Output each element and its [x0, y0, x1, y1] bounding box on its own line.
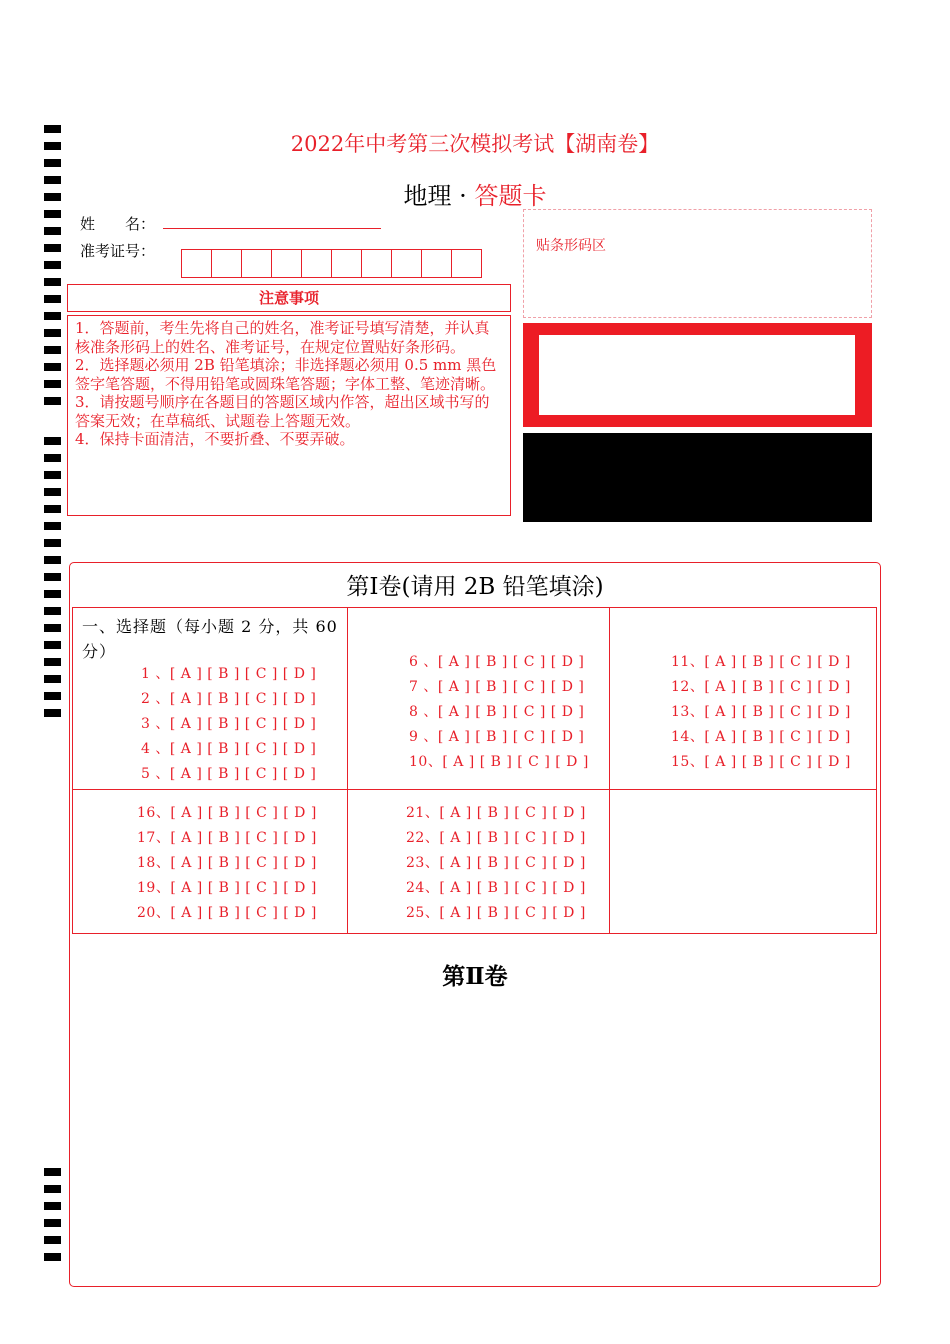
timing-mark [44, 709, 61, 717]
notice-body [67, 315, 511, 516]
subject-name: 地理 [403, 182, 452, 210]
timing-mark [44, 437, 61, 445]
choice-row[interactable]: 25、[ A ] [ B ] [ C ] [ D ] [406, 905, 586, 921]
choice-row[interactable]: 7 、[ A ] [ B ] [ C ] [ D ] [409, 679, 585, 695]
timing-mark [44, 1219, 61, 1227]
notice-item: 4．保持卡面清洁，不要折叠、不要弄破。 [75, 430, 355, 448]
timing-mark [44, 1185, 61, 1193]
choice-row[interactable]: 21、[ A ] [ B ] [ C ] [ D ] [406, 805, 586, 821]
timing-mark [44, 607, 61, 615]
timing-mark [44, 329, 61, 337]
exam-id-label: 准考证号： [80, 242, 156, 260]
timing-marks-bottom [44, 1168, 61, 1270]
timing-mark [44, 556, 61, 564]
timing-mark [44, 675, 61, 683]
notice-item: 1．答题前，考生先将自己的姓名，准考证号填写清楚，并认真核准条形码上的姓名、准考证号，在规定位置贴好条形码。 [75, 319, 490, 356]
reserved-black-block [523, 433, 872, 522]
exam-title: 2022年中考第三次模拟考试【湖南卷】 [290, 132, 660, 156]
choice-row[interactable]: 24、[ A ] [ B ] [ C ] [ D ] [406, 880, 586, 896]
exam-id-digit-box[interactable] [331, 249, 362, 278]
timing-mark [44, 380, 61, 388]
timing-mark [44, 692, 61, 700]
exam-id-digit-box[interactable] [451, 249, 482, 278]
card-title [0, 176, 950, 211]
timing-mark [44, 1168, 61, 1176]
timing-mark [44, 624, 61, 632]
choice-row[interactable]: 16、[ A ] [ B ] [ C ] [ D ] [137, 805, 317, 821]
timing-mark [44, 539, 61, 547]
choice-group-3 [671, 650, 851, 775]
timing-mark [44, 227, 61, 235]
timing-mark [44, 159, 61, 167]
choice-row[interactable]: 5 、[ A ] [ B ] [ C ] [ D ] [141, 766, 317, 782]
choice-row[interactable]: 3 、[ A ] [ B ] [ C ] [ D ] [141, 716, 317, 732]
choice-row[interactable]: 9 、[ A ] [ B ] [ C ] [ D ] [409, 729, 585, 745]
timing-mark [44, 261, 61, 269]
notice-title: 注意事项 [67, 284, 511, 312]
timing-mark [44, 505, 61, 513]
choice-group-5 [406, 801, 586, 926]
timing-mark [44, 522, 61, 530]
answer-card-label: 答题卡 [474, 182, 547, 210]
timing-mark [44, 1236, 61, 1244]
exam-id-digit-box[interactable] [241, 249, 272, 278]
exam-id-digit-box[interactable] [361, 249, 392, 278]
choice-group-1 [141, 662, 316, 787]
exam-id-digit-box[interactable] [391, 249, 422, 278]
timing-mark [44, 658, 61, 666]
choice-row[interactable]: 14、[ A ] [ B ] [ C ] [ D ] [671, 729, 851, 745]
choice-row[interactable]: 23、[ A ] [ B ] [ C ] [ D ] [406, 855, 586, 871]
absence-mark-frame [523, 323, 872, 427]
timing-marks-top [44, 125, 61, 414]
choice-row[interactable]: 8 、[ A ] [ B ] [ C ] [ D ] [409, 704, 585, 720]
timing-mark [44, 244, 61, 252]
choice-group-4 [137, 801, 317, 926]
timing-mark [44, 346, 61, 354]
choice-row[interactable]: 12、[ A ] [ B ] [ C ] [ D ] [671, 679, 851, 695]
name-field[interactable] [163, 228, 381, 229]
timing-mark [44, 363, 61, 371]
choice-row[interactable]: 11、[ A ] [ B ] [ C ] [ D ] [671, 654, 851, 670]
exam-id-digit-box[interactable] [271, 249, 302, 278]
timing-mark [44, 641, 61, 649]
choice-row[interactable]: 6 、[ A ] [ B ] [ C ] [ D ] [409, 654, 585, 670]
choice-row[interactable]: 2 、[ A ] [ B ] [ C ] [ D ] [141, 691, 317, 707]
exam-id-digit-box[interactable] [181, 249, 212, 278]
title-dot: · [459, 182, 467, 210]
choice-group-2 [409, 650, 589, 775]
timing-mark [44, 295, 61, 303]
choice-row[interactable]: 19、[ A ] [ B ] [ C ] [ D ] [137, 880, 317, 896]
choice-row[interactable]: 17、[ A ] [ B ] [ C ] [ D ] [137, 830, 317, 846]
timing-mark [44, 397, 61, 405]
choice-row[interactable]: 20、[ A ] [ B ] [ C ] [ D ] [137, 905, 317, 921]
choice-row[interactable]: 1 、[ A ] [ B ] [ C ] [ D ] [141, 666, 317, 682]
section1-title: 第Ⅰ卷(请用 2B 铅笔填涂) [346, 574, 604, 600]
exam-id-boxes[interactable] [181, 249, 481, 278]
exam-id-digit-box[interactable] [301, 249, 332, 278]
notice-item: 2．选择题必须用 2B 铅笔填涂；非选择题必须用 0.5 mm 黑色签字笔答题，不得用铅笔或圆珠笔答题；字体工整、笔迹清晰。 [75, 356, 497, 393]
choice-row[interactable]: 15、[ A ] [ B ] [ C ] [ D ] [671, 754, 851, 770]
timing-mark [44, 471, 61, 479]
notice-item: 3．请按题号顺序在各题目的答题区域内作答，超出区域书写的答案无效；在草稿纸、试题卷上答题无效。 [75, 393, 490, 430]
choice-row[interactable]: 13、[ A ] [ B ] [ C ] [ D ] [671, 704, 851, 720]
timing-mark [44, 210, 61, 218]
timing-mark [44, 454, 61, 462]
choice-row[interactable]: 4 、[ A ] [ B ] [ C ] [ D ] [141, 741, 317, 757]
choice-row[interactable]: 10、[ A ] [ B ] [ C ] [ D ] [409, 754, 589, 770]
choice-row[interactable]: 22、[ A ] [ B ] [ C ] [ D ] [406, 830, 586, 846]
section2-title: 第Ⅱ卷 [442, 963, 508, 990]
timing-mark [44, 278, 61, 286]
timing-mark [44, 312, 61, 320]
timing-mark [44, 1253, 61, 1261]
name-label: 姓 名： [80, 215, 156, 233]
choice-row[interactable]: 18、[ A ] [ B ] [ C ] [ D ] [137, 855, 317, 871]
exam-id-digit-box[interactable] [421, 249, 452, 278]
question-type-label: 一、选择题（每小题 2 分，共 60 分） [82, 617, 338, 661]
timing-mark [44, 488, 61, 496]
exam-id-digit-box[interactable] [211, 249, 242, 278]
timing-mark [44, 1202, 61, 1210]
barcode-label: 贴条形码区 [536, 238, 606, 254]
barcode-area[interactable] [523, 209, 872, 318]
